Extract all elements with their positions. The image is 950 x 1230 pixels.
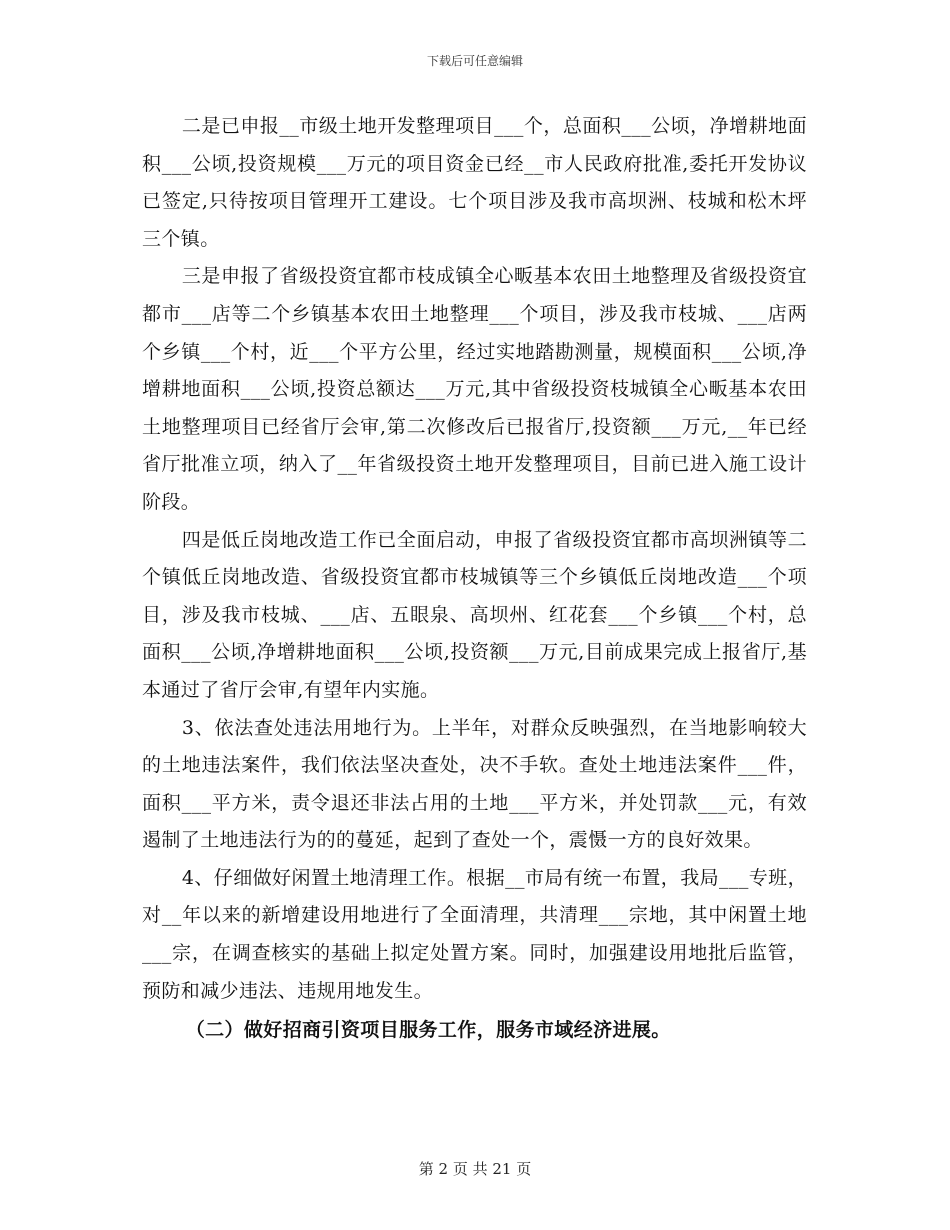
paragraph-idle-land-cleanup: 4、仔细做好闲置土地清理工作。根据__市局有统一布置，我局___专班，对__年以来的新增建设用地进行了全面清理，共清理___宗地，其中闲置土地___宗，在调查核实的基础上拟定处置方案。同时，加强建设用地批后监管，预防和减少违法、违规用地发生。	[142, 866, 807, 1002]
paragraph-low-hill-renovation: 四是低丘岗地改造工作已全面启动，申报了省级投资宜都市高坝洲镇等二个镇低丘岗地改造、省级投资宜都市枝城镇等三个乡镇低丘岗地改造___个项目，涉及我市枝城、___店、五眼泉、高坝州、红花套___个乡镇___个村，总面积___公顷,净增耕地面积___公顷,投资额___万元,目前成果完成上报省厅,基本通过了省厅会审,有望年内实施。	[142, 528, 807, 701]
document-body	[142, 108, 807, 1050]
section-heading: （二）做好招商引资项目服务工作，服务市域经济进展。	[185, 1019, 671, 1042]
paragraph-provincial-farmland: 三是申报了省级投资宜都市枝成镇全心畈基本农田土地整理及省级投资宜都市___店等二个乡镇基本农田土地整理___个项目，涉及我市枝城、___店两个乡镇___个村，近___个平方公里，经过实地踏勘测量，规模面积___公顷,净增耕地面积___公顷,投资总额达___万元,其中省级投资枝城镇全心畈基本农田土地整理项目已经省厅会审,第二次修改后已报省厅,投资额___万元,__年已经省厅批准立项，纳入了__年省级投资土地开发整理项目，目前已进入施工设计阶段。	[142, 265, 807, 513]
page-header: 下载后可任意编辑	[426, 54, 523, 68]
paragraph-project-declared: 二是已申报__市级土地开发整理项目___个，总面积___公顷，净增耕地面积___公顷,投资规模___万元的项目资金已经__市人民政府批准,委托开发协议已签定,只待按项目管理开工建设。七个项目涉及我市高坝洲、枝城和松木坪三个镇。	[142, 115, 807, 250]
paragraph-illegal-land-use: 3、依法查处违法用地行为。上半年，对群众反映强烈，在当地影响较大的土地违法案件，我们依法坚决查处，决不手软。查处土地违法案件___件，面积___平方米，责令退还非法占用的土地___平方米，并处罚款___元，有效遏制了土地违法行为的的蔓延，起到了查处一个，震慑一方的良好效果。	[142, 716, 807, 852]
page-number: 第 2 页 共 21 页	[418, 1160, 532, 1178]
